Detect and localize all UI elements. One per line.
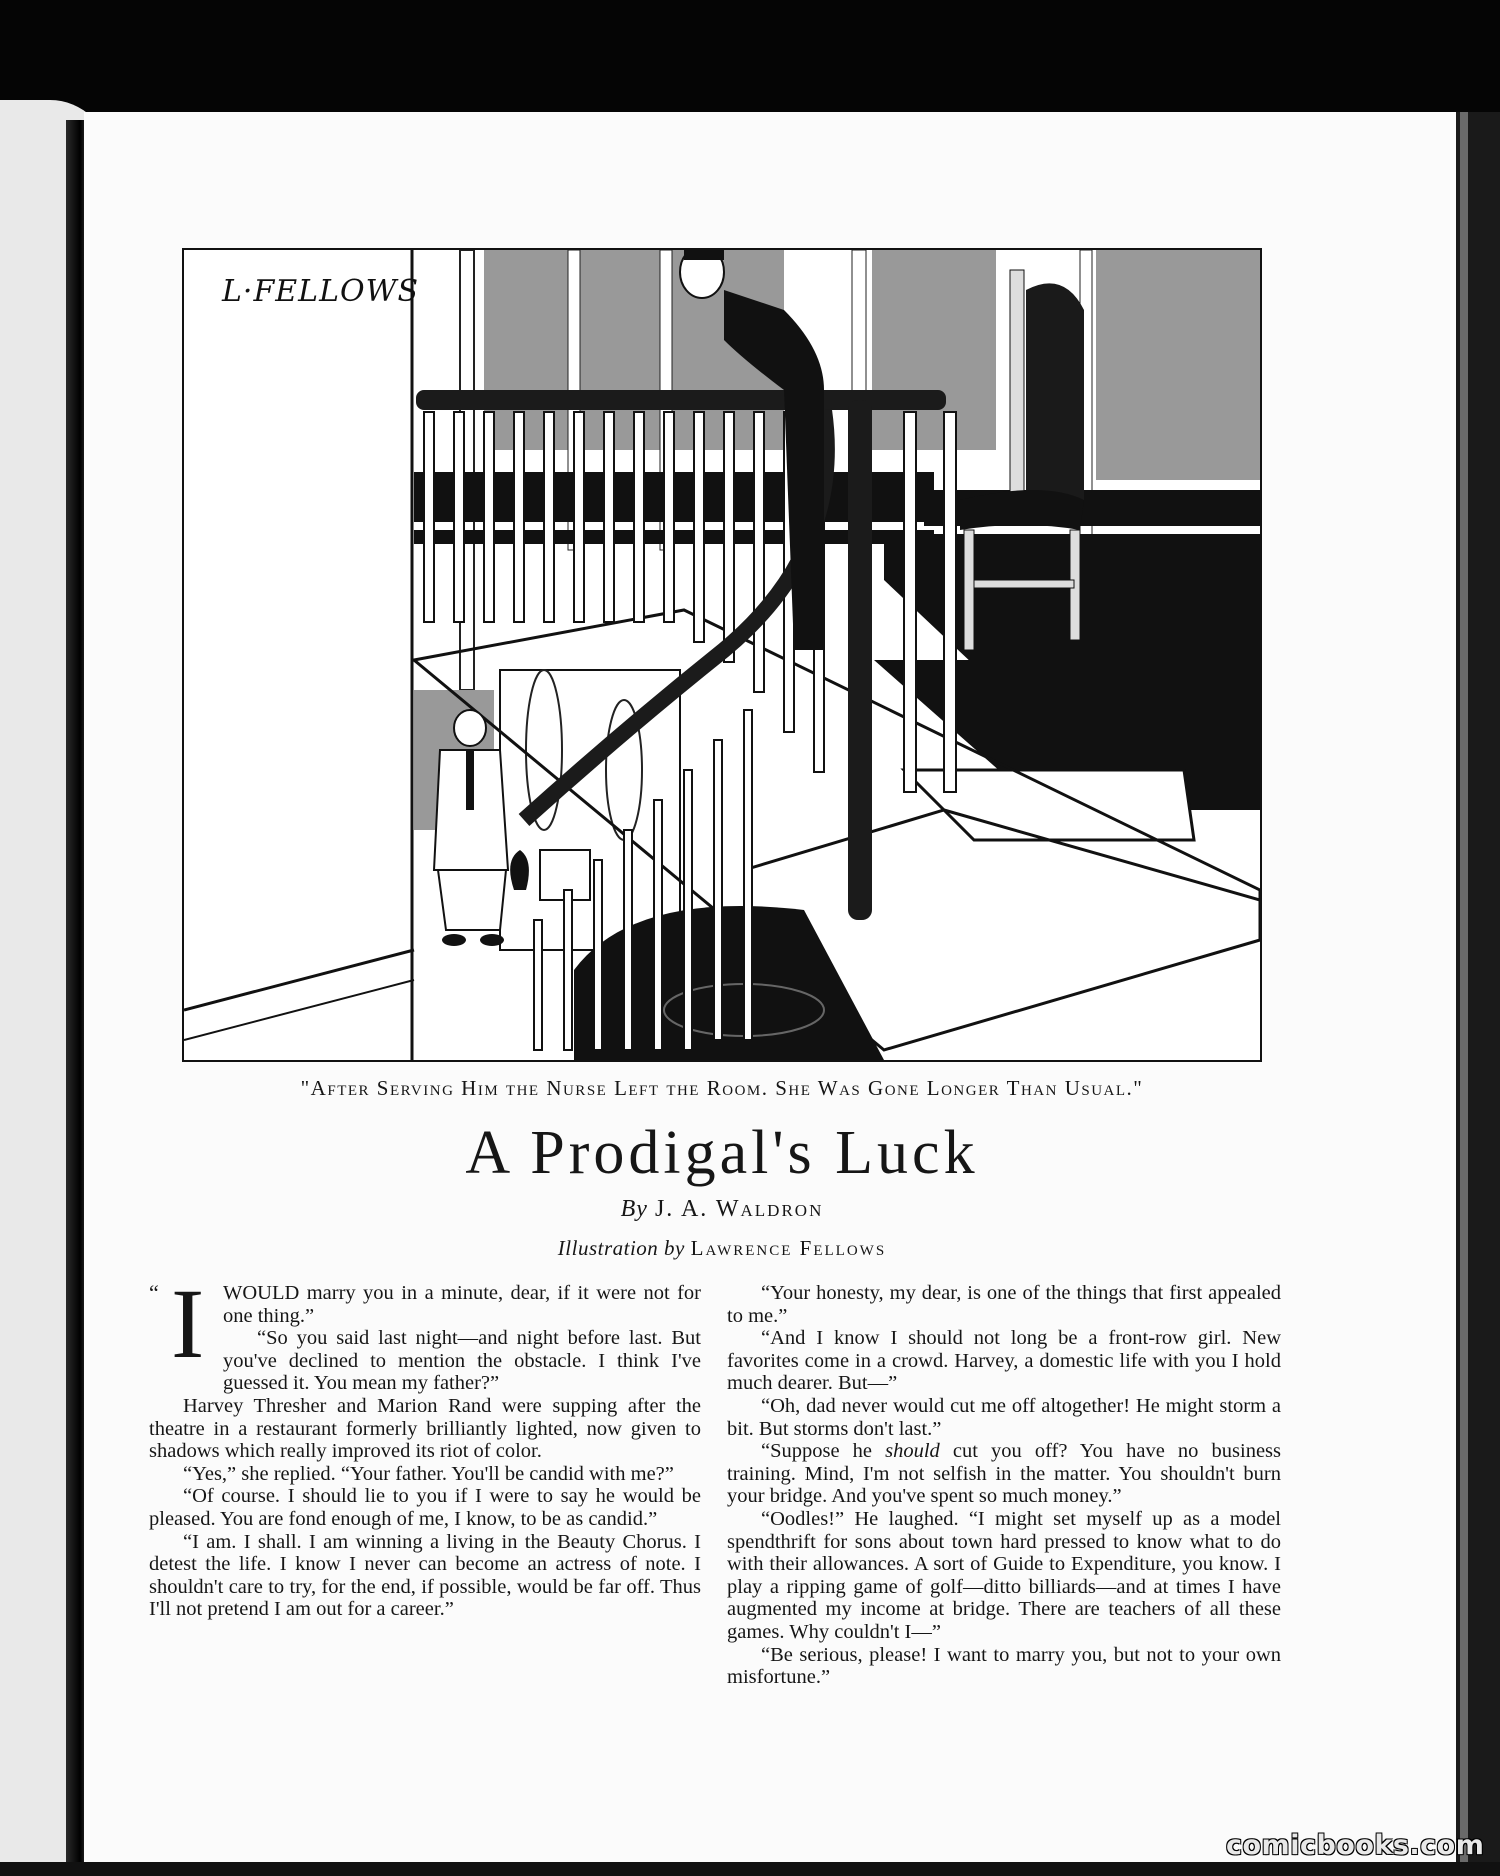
paragraph: “I am. I shall. I am winning a living in the Beauty Chorus. I detest the life. I know I never can become an actress of note. I shouldn't care to try, for the end, if possible, would be far off. Thus I'll not pretend I am out for a career.” [149,1530,701,1621]
paragraph: “So you said last night—and night before last. But you've declined to mention the obstacle. I think I've guessed it. You mean my father?” [223,1327,701,1395]
credit-prefix: Illustration by [557,1236,685,1260]
paragraph: Harvey Thresher and Marion Rand were supping after the theatre in a restaurant formerly brilliantly lighted, now given to shadows which really improved its riot of color. [149,1394,701,1463]
opening-word: WOULD [223,1282,300,1304]
author-name: J. A. Waldron [654,1196,824,1222]
opening-quote: “ [149,1280,159,1305]
illustrator-name: Lawrence Fellows [690,1236,887,1260]
drop-cap-block [149,1268,223,1379]
emphasis: should [885,1440,940,1463]
paragraph: “Oh, dad never would cut me off altogether! He might storm a bit. But storms don't last.” [727,1394,1281,1440]
article-column-left [149,1268,701,1621]
paragraph [727,1440,1281,1508]
byline [182,1196,1262,1223]
illustration-credit [182,1236,1262,1261]
artist-signature: L·FELLOWS [222,274,419,309]
paragraph: “Your honesty, my dear, is one of the things that first appealed to me.” [727,1282,1281,1327]
paragraph-text: cut you off? You have no business training. Mind, I'm not selfish in the matter. You shouldn't burn your bridge. And you've spent so much money.” [727,1440,1281,1508]
paragraph: “Be serious, please! I want to marry you, but not to your own misfortune.” [727,1643,1281,1689]
byline-prefix: By [620,1196,648,1222]
paragraph: “Of course. I should lie to you if I were to say he would be pleased. You are fond enough of me, I know, to be as candid.” [149,1485,701,1530]
drop-cap: I [171,1268,205,1379]
illustration-caption: "After Serving Him the Nurse Left the Room. She Was Gone Longer Than Usual." [300,1076,1144,1100]
staircase-illustration [182,248,1262,1062]
paragraph: “Oodles!” He laughed. “I might set myself up as a model spendthrift for sons about town hard pressed to know what to do with their allowances. A sort of Guide to Expenditure, you know. I play a ripping game of golf—ditto billiards—and at times I have augmented my income at bridge. There are teachers of all these games. Why couldn't I—” [727,1507,1281,1643]
article-column-right [727,1282,1281,1689]
paragraph: “And I know I should not long be a front-row girl. New favorites come in a crowd. Harvey, a domestic life with you I hold much dearer. But—” [727,1327,1281,1395]
illustration-drawing [184,250,1260,1060]
site-watermark: comicbooks.com [1226,1830,1485,1861]
scan-top-border [0,0,1500,112]
scan-bottom-border [0,1862,1500,1876]
right-page-edge-highlight [1460,112,1468,1876]
paragraph-text: marry you in a minute, dear, if it were not for one thing.” [223,1282,701,1327]
paragraph-text: “Suppose he [761,1440,886,1463]
paragraph: “Yes,” she replied. “Your father. You'll be candid with me?” [183,1462,674,1485]
article-title: A Prodigal's Luck [465,1119,979,1187]
